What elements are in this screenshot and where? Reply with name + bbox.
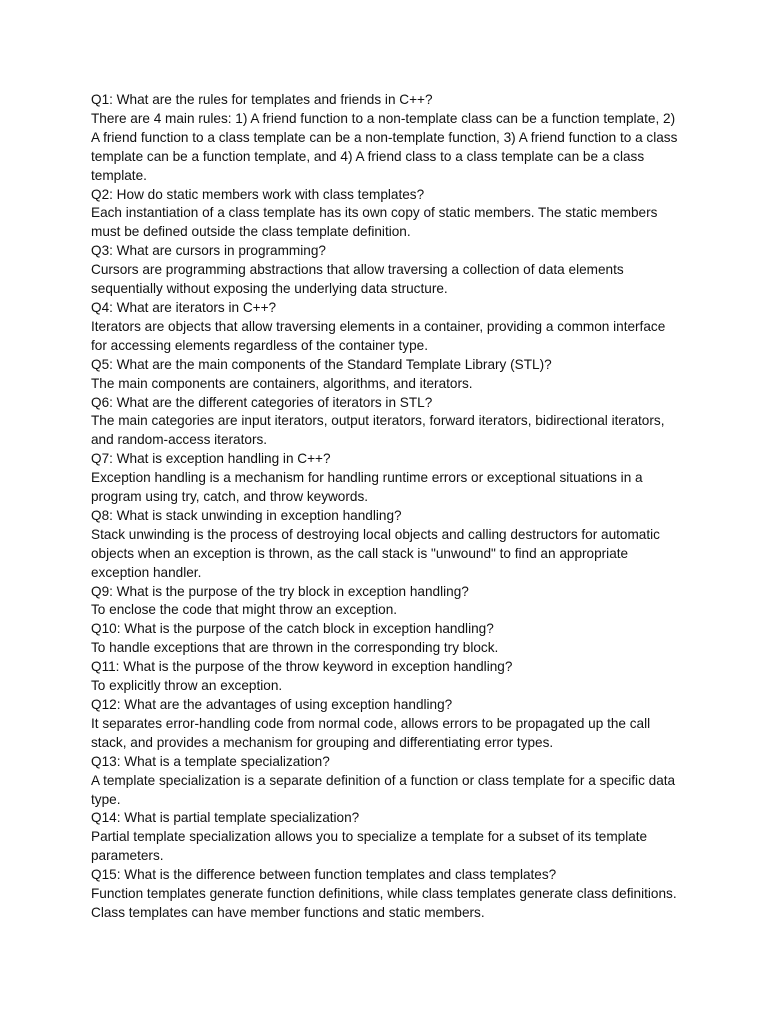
question-3: Q3: What are cursors in programming? (91, 243, 326, 259)
question-4: Q4: What are iterators in C++? (91, 299, 277, 315)
qa-item-6 (91, 394, 681, 451)
answer-5: The main components are containers, algorithms, and iterators. (91, 375, 473, 391)
qa-item-10 (91, 620, 681, 658)
answer-10: To handle exceptions that are thrown in the corresponding try block. (91, 640, 499, 656)
qa-item-5 (91, 356, 681, 394)
question-9: Q9: What is the purpose of the try block in exception handling? (91, 583, 469, 599)
question-13: Q13: What is a template specialization? (91, 753, 330, 769)
question-12: Q12: What are the advantages of using exception handling? (91, 697, 453, 712)
question-11: Q11: What is the purpose of the throw keyword in exception handling? (91, 659, 513, 675)
qa-item-12 (91, 696, 681, 753)
qa-item-11 (91, 658, 681, 696)
question-5: Q5: What are the main components of the Standard Template Library (STL)? (91, 356, 552, 372)
question-14: Q14: What is partial template specialization? (91, 810, 360, 826)
question-1: Q1: What are the rules for templates and friends in C++? (91, 92, 433, 107)
question-2: Q2: How do static members work with class templates? (91, 186, 425, 202)
answer-1: There are 4 main rules: 1) A friend function to a non-template class can be a function template, 2) A friend function to a class template can be a non-template function, 3) A friend function to a class template can be a function template, and 4) A friend class to a class template can be a class template. (91, 110, 678, 183)
answer-8: Stack unwinding is the process of destroying local objects and calling destructors for automatic objects when an exception is thrown, as the call stack is "unwound" to find an appropriate exception handler. (91, 526, 660, 580)
question-7: Q7: What is exception handling in C++? (91, 451, 331, 467)
qa-item-8 (91, 507, 681, 583)
document-page (91, 91, 681, 923)
question-10: Q10: What is the purpose of the catch block in exception handling? (91, 621, 494, 637)
qa-item-13 (91, 753, 681, 810)
qa-item-2 (91, 186, 681, 243)
answer-2: Each instantiation of a class template has its own copy of static members. The static members must be defined outside the class template definition. (91, 205, 658, 240)
answer-13: A template specialization is a separate definition of a function or class template for a specific data type. (91, 772, 676, 807)
qa-item-14 (91, 809, 681, 866)
question-6: Q6: What are the different categories of iterators in STL? (91, 394, 433, 410)
answer-14: Partial template specialization allows you to specialize a template for a subset of its template parameters. (91, 829, 648, 864)
qa-item-1 (91, 91, 681, 186)
answer-9: To enclose the code that might throw an exception. (91, 602, 398, 618)
qa-item-4 (91, 299, 681, 356)
answer-3: Cursors are programming abstractions that allow traversing a collection of data elements sequentially without exposing the underlying data structure. (91, 262, 624, 297)
question-8: Q8: What is stack unwinding in exception handling? (91, 507, 402, 523)
qa-item-15 (91, 866, 681, 923)
answer-6: The main categories are input iterators, output iterators, forward iterators, bidirectional iterators, and random-access iterators. (91, 413, 665, 448)
qa-item-3 (91, 242, 681, 299)
answer-15: Function templates generate function definitions, while class templates generate class definitions. Class templates can have member functions and static members. (91, 886, 677, 920)
answer-12: It separates error-handling code from normal code, allows errors to be propagated up the call stack, and provides a mechanism for grouping and differentiating error types. (91, 715, 651, 750)
question-15: Q15: What is the difference between function templates and class templates? (91, 867, 557, 883)
qa-item-9 (91, 583, 681, 621)
answer-11: To explicitly throw an exception. (91, 678, 283, 694)
qa-item-7 (91, 450, 681, 507)
answer-7: Exception handling is a mechanism for handling runtime errors or exceptional situations in a program using try, catch, and throw keywords. (91, 470, 643, 505)
answer-4: Iterators are objects that allow traversing elements in a container, providing a common interface for accessing elements regardless of the container type. (91, 318, 666, 353)
